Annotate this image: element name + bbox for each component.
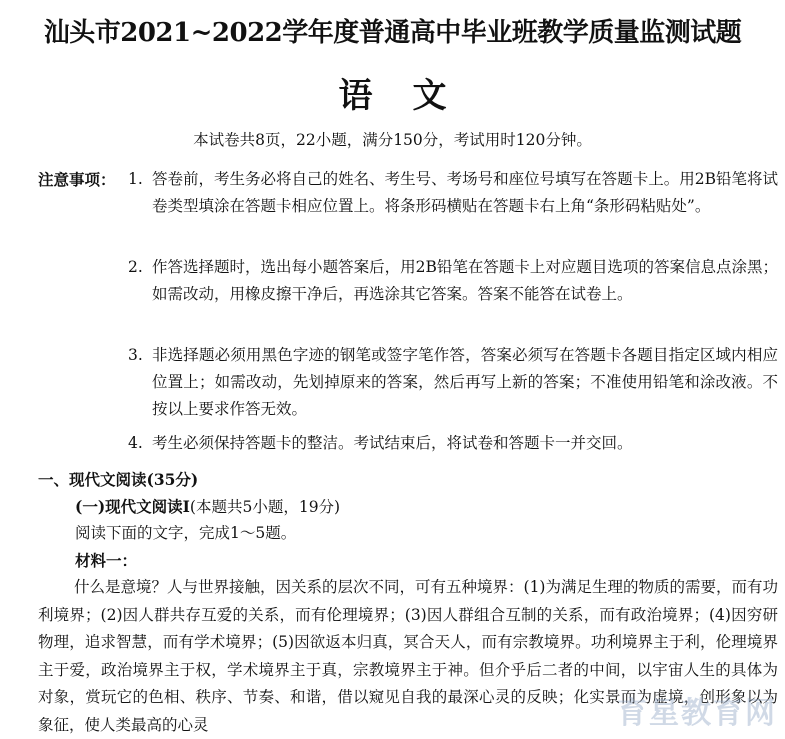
notes-label: 注意事项： xyxy=(38,170,116,189)
note-text: 非选择题必须用黑色字迹的钢笔或签字笔作答，答案必须写在答题卡各题目指定区域内相应位置上；如需改动，先划掉原来的答案，然后再写上新的答案；不准使用铅笔和涂改液。不按以上要求作答无效。 xyxy=(152,346,778,418)
note-number: 1. xyxy=(128,170,143,188)
note-item xyxy=(128,166,778,220)
subject-title: 语文 xyxy=(338,76,487,116)
instruction: 阅读下面的文字，完成1～5题。 xyxy=(75,524,297,542)
note-number: 2. xyxy=(128,258,143,276)
watermark-logo: 育星教育网 xyxy=(617,696,777,731)
section-heading: 一、现代文阅读(35分) xyxy=(38,470,199,489)
note-text: 作答选择题时，选出每小题答案后，用2B铅笔在答题卡上对应题目选项的答案信息点涂黑；如需改动，用橡皮擦干净后，再选涂其它答案。答案不能答在试卷上。 xyxy=(152,258,778,303)
note-item xyxy=(128,254,778,308)
sub-heading-note: (本题共5小题，19分) xyxy=(189,498,341,516)
passage-text: 什么是意境？人与世界接触，因关系的层次不同，可有五种境界：(1)为满足生理的物质的需要，而有功利境界；(2)因人群共存互爱的关系，而有伦理境界；(3)因人群组合互制的关系，而有政治境界；(4)因穷研物理，追求智慧，而有学术境界；(5)因欲返本归真，冥合天人，而有宗教境界。功利境界主于利，伦理境界主于爱，政治境界主于权，学术境界主于真，宗教境界主于神。但介乎后二者的中间，以宇宙人生的具体为对象，赏玩它的色相、秩序、节奏、和谐，借以窥见自我的最深心灵的反映；化实景而为虚境，创形象以为象征，使人类最高的心灵 xyxy=(38,578,778,734)
material-label: 材料一： xyxy=(75,551,138,570)
note-item xyxy=(128,342,778,423)
exam-title: 汕头市2021~2022学年度普通高中毕业班教学质量监测试题 xyxy=(43,18,742,48)
exam-info: 本试卷共8页，22小题，满分150分，考试用时120分钟。 xyxy=(193,131,592,149)
note-number: 3. xyxy=(128,346,143,364)
note-text: 考生必须保持答题卡的整洁。考试结束后，将试卷和答题卡一并交回。 xyxy=(152,434,633,452)
sub-section-line xyxy=(75,493,340,521)
sub-heading: (一)现代文阅读Ⅰ xyxy=(75,497,190,516)
note-number: 4. xyxy=(128,434,143,452)
note-item xyxy=(128,430,778,457)
note-text: 答卷前，考生务必将自己的姓名、考生号、考场号和座位号填写在答题卡上。用2B铅笔将试卷类型填涂在答题卡相应位置上。将条形码横贴在答题卡右上角“条形码粘贴处”。 xyxy=(152,170,778,215)
